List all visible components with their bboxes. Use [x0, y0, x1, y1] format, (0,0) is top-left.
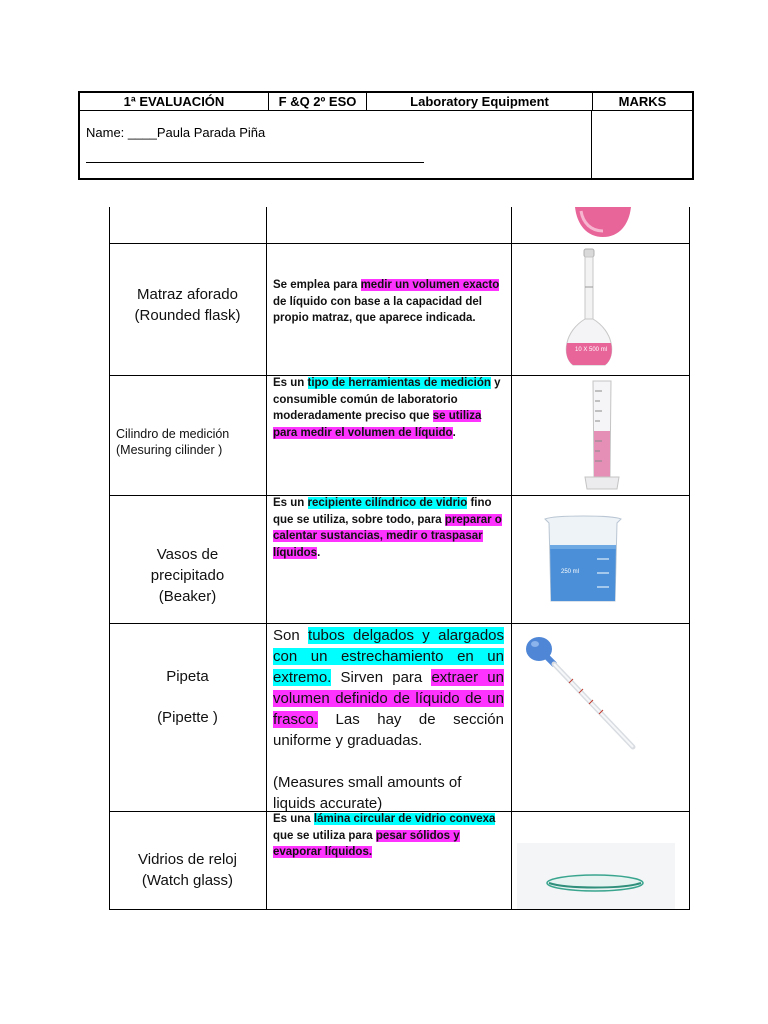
- spacer: [109, 687, 266, 707]
- table-border-right: [689, 207, 690, 910]
- desc-text: y consumible común de laboratorio moderadamente preciso que: [273, 377, 501, 422]
- equipment-table: [109, 207, 691, 910]
- row-description-graduated-cylinder: [273, 375, 505, 441]
- row-name-pipette: [109, 666, 266, 728]
- watch-glass-image: [517, 843, 675, 909]
- graduated-cylinder-image: [577, 377, 627, 495]
- name-cell: [80, 111, 592, 178]
- blank-line: [86, 162, 424, 163]
- desc-highlight: pesar sólidos y evaporar líquidos.: [273, 829, 460, 858]
- desc-highlight: tubos delgados y alargados con un estrechamiento en un extremo.: [273, 627, 504, 686]
- desc-text: Sirven para: [331, 669, 432, 686]
- desc-text: fino que se utiliza, sobre todo, para: [273, 497, 492, 526]
- header-eval: 1ª EVALUACIÓN: [80, 93, 269, 110]
- equipment-name-en: (Rounded flask): [134, 307, 241, 324]
- header-marks: MARKS: [618, 94, 667, 109]
- name-line: [86, 125, 265, 140]
- desc-text: .: [317, 546, 321, 559]
- equipment-name: Vidrios de reloj: [138, 851, 237, 868]
- desc-text: que se utiliza para: [273, 829, 376, 842]
- row-name-graduated-cylinder: [109, 426, 266, 458]
- desc-text: Es una: [273, 813, 314, 825]
- equipment-name-en: (Beaker): [158, 588, 217, 605]
- row-divider: [109, 243, 690, 244]
- equipment-name: Vasos de precipitado: [150, 546, 225, 584]
- equipment-name: Pipeta: [166, 668, 209, 685]
- row-description-watch-glass: [273, 811, 505, 861]
- name-label: Name: ____: [86, 125, 157, 140]
- desc-note: (Measures small amounts of liquids accurate): [273, 774, 462, 812]
- desc-highlight: se utiliza para medir el volumen de líquido: [273, 410, 482, 439]
- row-divider: [109, 623, 690, 624]
- desc-highlight: extraer un volumen definido de líquido de un frasco.: [273, 669, 504, 728]
- equipment-name-en: (Pipette ): [157, 709, 218, 726]
- column-divider-1: [266, 207, 267, 910]
- desc-highlight: medir un volumen exacto: [360, 279, 500, 291]
- desc-highlight: recipiente cilíndrico de vidrio: [307, 497, 468, 509]
- desc-highlight: lámina circular de vidrio convexa: [313, 813, 496, 825]
- row-description-volumetric-flask: [273, 277, 505, 327]
- column-divider-2: [511, 207, 512, 910]
- header-course: F &Q 2º ESO: [269, 93, 367, 110]
- desc-text: Se emplea para: [273, 279, 361, 291]
- desc-text: Es un: [273, 377, 308, 389]
- desc-text: Son: [273, 627, 309, 644]
- flask-label: 10 X 500 ml: [575, 347, 608, 353]
- table-border-bottom: [109, 909, 690, 910]
- desc-text: .: [452, 426, 456, 439]
- row-name-watch-glass: [109, 849, 266, 891]
- row-description-beaker: [273, 495, 505, 561]
- spacer: [273, 751, 504, 772]
- equipment-name: Cilindro de medición: [116, 427, 230, 441]
- header-topic: Laboratory Equipment: [367, 93, 593, 110]
- row-name-volumetric-flask: [109, 284, 266, 326]
- beaker-label: 250 ml: [561, 569, 580, 575]
- equipment-name-en: (Mesuring cilinder ): [116, 443, 223, 457]
- desc-text: de líquido con base a la capacidad del propio matraz, que aparece indicada.: [273, 295, 482, 324]
- pipette-image: [521, 631, 641, 755]
- row-name-beaker: [109, 544, 266, 607]
- volumetric-flask-image: [557, 247, 621, 373]
- equipment-name-en: (Watch glass): [141, 872, 234, 889]
- desc-text: Las hay de sección uniforme y graduadas.: [273, 711, 504, 749]
- header-row: [80, 93, 692, 111]
- desc-text: Es un: [273, 497, 308, 509]
- desc-highlight: preparar o calentar sustancias, medir o traspasar líquidos: [273, 513, 502, 559]
- round-flask-image: [567, 207, 639, 241]
- desc-highlight: tipo de herramientas de medición: [307, 377, 491, 389]
- row-description-pipette: [273, 625, 504, 814]
- student-name: Paula Parada Piña: [156, 125, 266, 140]
- beaker-image: [539, 513, 629, 605]
- equipment-name: Matraz aforado: [137, 286, 238, 303]
- header-table: [78, 91, 694, 180]
